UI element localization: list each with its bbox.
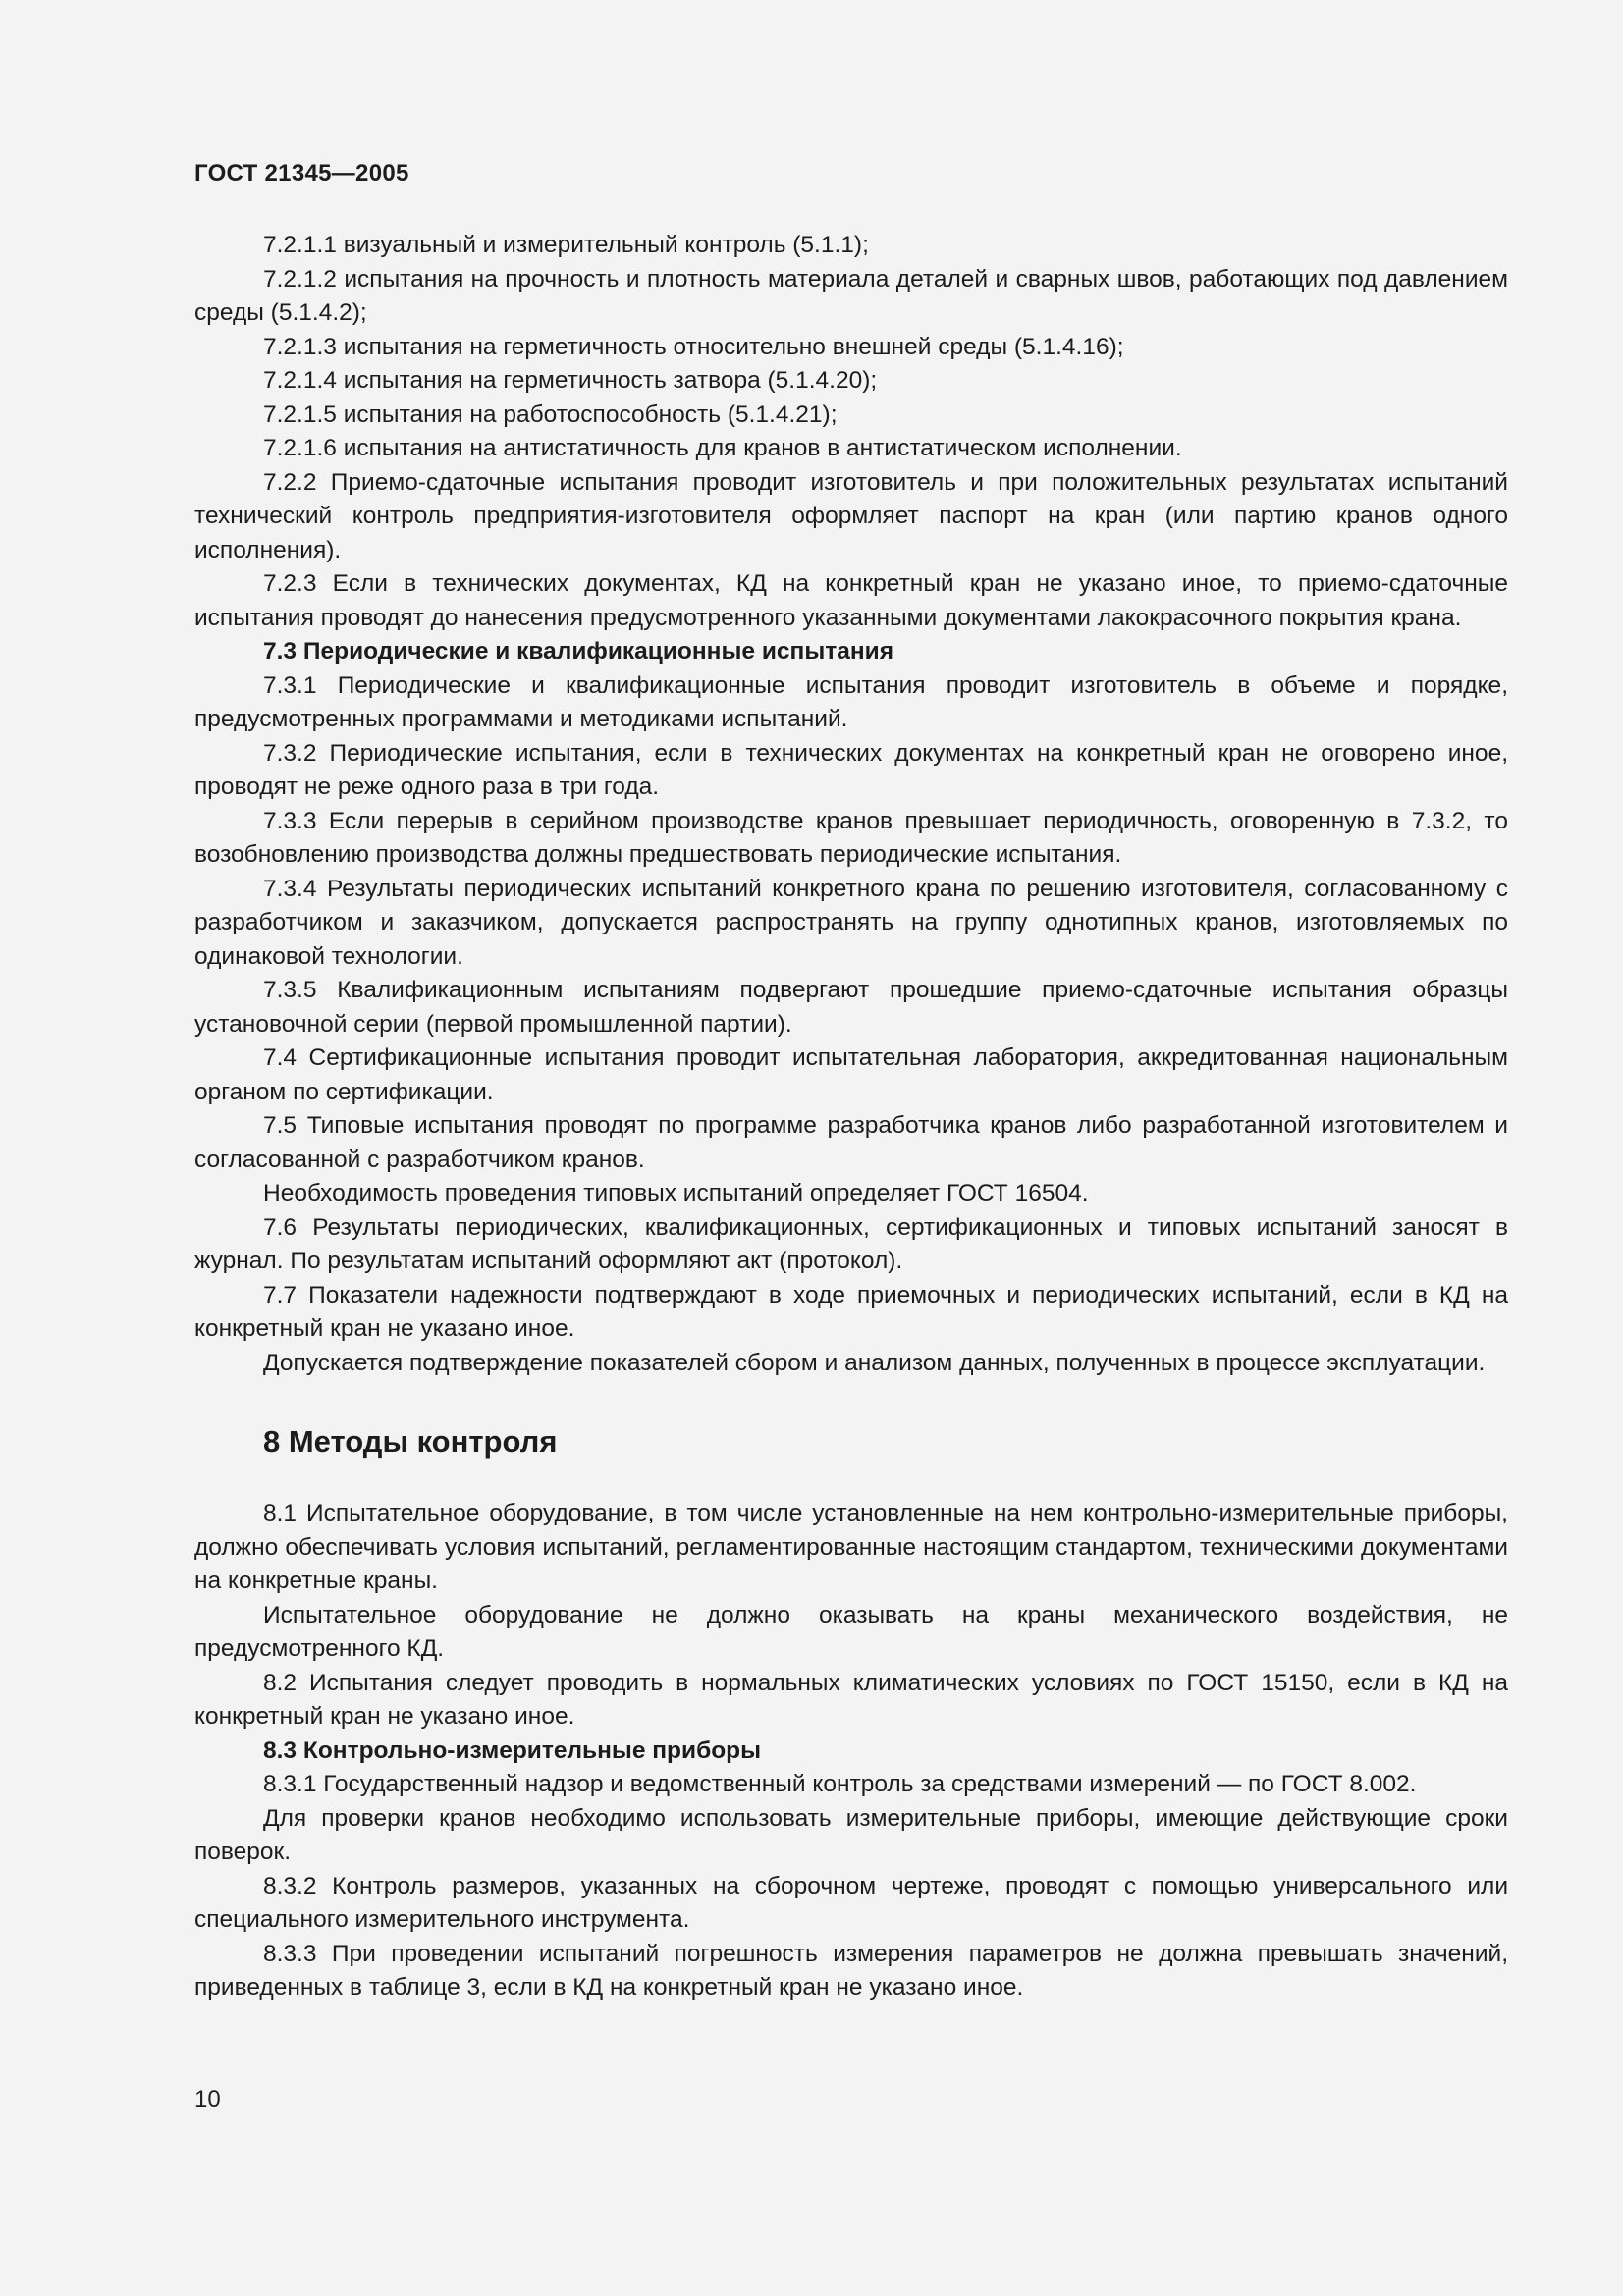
paragraph-7-3-5: 7.3.5 Квалификационным испытаниям подвергают прошедшие приемо-сдаточные испытания образцы установочной серии (первой промышленной партии).: [194, 977, 1508, 1038]
paragraph-7-2-3: 7.2.3 Если в технических документах, КД на конкретный кран не указано иное, то приемо-сдаточные испытания проводят до нанесения предусмотренного указанными документами лакокрасочного покрытия крана.: [194, 570, 1508, 631]
paragraph-7-3-1: 7.3.1 Периодические и квалификационные испытания проводит изготовитель в объеме и порядке, предусмотренных программами и методиками испытаний.: [194, 671, 1508, 732]
paragraph-7-2-1-6: 7.2.1.6 испытания на антистатичность для кранов в антистатическом исполнении.: [263, 435, 1182, 461]
paragraph-7-3-2: 7.3.2 Периодические испытания, если в технических документах на конкретный кран не оговорено иное, проводят не реже одного раза в три года.: [194, 739, 1508, 800]
document-header: ГОСТ 21345—2005: [194, 160, 409, 187]
paragraph-7-7: 7.7 Показатели надежности подтверждают в ходе приемочных и периодических испытаний, если в КД на конкретный кран не указано иное.: [194, 1281, 1508, 1342]
paragraph-7-3-4: 7.3.4 Результаты периодических испытаний конкретного крана по решению изготовителя, согласованному с разработчиком и заказчиком, допускается распространять на группу однотипных кранов, изготовляемых по одинаковой технологии.: [194, 875, 1508, 970]
paragraph-8-3-2: 8.3.2 Контроль размеров, указанных на сборочном чертеже, проводят с помощью универсального или специального измерительного инструмента.: [194, 1872, 1508, 1933]
paragraph-7-5-note: Необходимость проведения типовых испытаний определяет ГОСТ 16504.: [263, 1180, 1089, 1206]
paragraph-7-7-note: Допускается подтверждение показателей сбором и анализом данных, полученных в процессе эксплуатации.: [263, 1349, 1486, 1376]
subsection-heading-7-3: 7.3 Периодические и квалификационные испытания: [263, 638, 894, 665]
document-body: [194, 229, 1508, 2005]
section-heading-8: 8 Методы контроля: [263, 1424, 558, 1459]
paragraph-7-4: 7.4 Сертификационные испытания проводит испытательная лаборатория, аккредитованная национальным органом по сертификации.: [194, 1044, 1508, 1105]
subsection-heading-8-3: 8.3 Контрольно-измерительные приборы: [263, 1736, 762, 1764]
page-number: 10: [194, 2086, 221, 2112]
paragraph-7-3-3: 7.3.3 Если перерыв в серийном производстве кранов превышает периодичность, оговоренную в 7.3.2, то возобновлению производства должны предшествовать периодические испытания.: [194, 807, 1508, 868]
paragraph-8-2: 8.2 Испытания следует проводить в нормальных климатических условиях по ГОСТ 15150, если в КД на конкретный кран не указано иное.: [194, 1669, 1508, 1730]
paragraph-7-2-1-4: 7.2.1.4 испытания на герметичность затвора (5.1.4.20);: [263, 367, 878, 394]
paragraph-7-6: 7.6 Результаты периодических, квалификационных, сертификационных и типовых испытаний заносят в журнал. По результатам испытаний оформляют акт (протокол).: [194, 1213, 1508, 1274]
paragraph-7-2-1-3: 7.2.1.3 испытания на герметичность относительно внешней среды (5.1.4.16);: [263, 333, 1124, 360]
paragraph-8-1: 8.1 Испытательное оборудование, в том числе установленные на нем контрольно-измерительные приборы, должно обеспечивать условия испытаний, регламентированные настоящим стандартом, техническими документами на конкретные краны.: [194, 1500, 1508, 1594]
paragraph-8-1-note: Испытательное оборудование не должно оказывать на краны механического воздействия, не предусмотренного КД.: [194, 1601, 1508, 1662]
paragraph-8-3-1-note: Для проверки кранов необходимо использовать измерительные приборы, имеющие действующие сроки поверок.: [194, 1804, 1508, 1865]
paragraph-7-5: 7.5 Типовые испытания проводят по программе разработчика кранов либо разработанной изготовителем и согласованной с разработчиком кранов.: [194, 1112, 1508, 1173]
paragraph-8-3-1: 8.3.1 Государственный надзор и ведомственный контроль за средствами измерений — по ГОСТ 8.002.: [263, 1771, 1417, 1797]
paragraph-7-2-1-2: 7.2.1.2 испытания на прочность и плотность материала деталей и сварных швов, работающих под давлением среды (5.1.4.2);: [194, 265, 1508, 326]
paragraph-8-3-3: 8.3.3 При проведении испытаний погрешность измерения параметров не должна превышать значений, приведенных в таблице 3, если в КД на конкретный кран не указано иное.: [194, 1940, 1508, 2001]
paragraph-7-2-1-1: 7.2.1.1 визуальный и измерительный контроль (5.1.1);: [263, 232, 869, 258]
paragraph-7-2-2: 7.2.2 Приемо-сдаточные испытания проводит изготовитель и при положительных результатах испытаний технический контроль предприятия-изготовителя оформляет паспорт на кран (или партию кранов одного исполнения).: [194, 468, 1508, 563]
paragraph-7-2-1-5: 7.2.1.5 испытания на работоспособность (5.1.4.21);: [263, 400, 838, 428]
